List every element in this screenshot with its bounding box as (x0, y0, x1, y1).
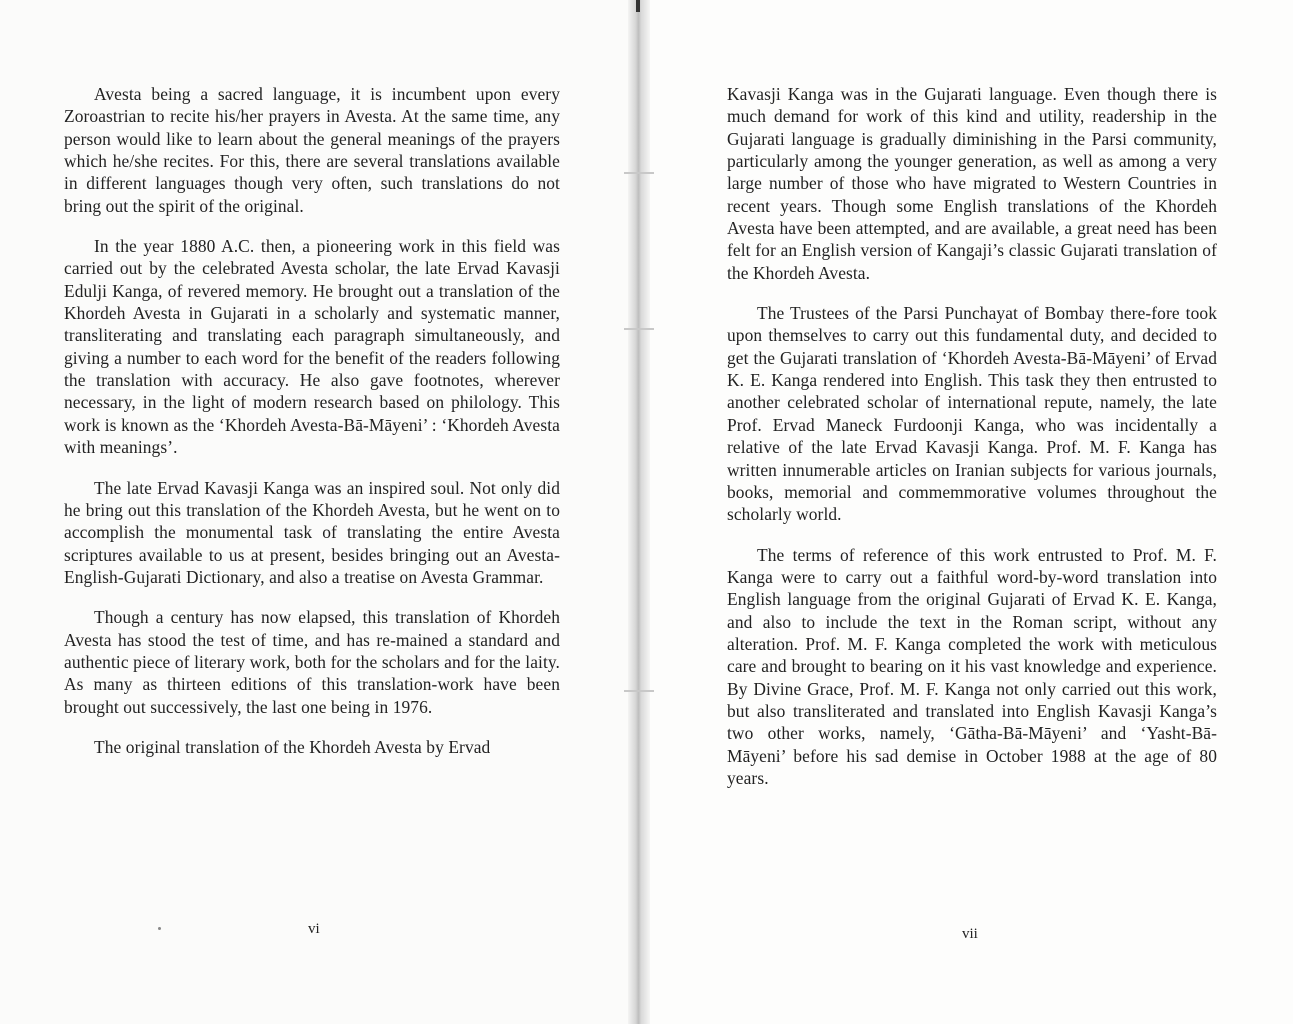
gutter-tick (624, 690, 654, 692)
paragraph: Though a century has now elapsed, this translation of Khordeh Avesta has stood the test of time, and has re-mained a standard and authentic piece of literary work, both for the scholars and for the laity. As many as thirteen editions of this translation-work have been brought out successively, the last one being in 1976. (64, 607, 560, 717)
paragraph: The original translation of the Khordeh Avesta by Ervad (94, 736, 491, 757)
gutter-tick (624, 172, 654, 174)
page-number-left: vi (308, 921, 320, 937)
page-number-right: vii (962, 926, 978, 942)
spine-mark (636, 0, 640, 12)
print-speck (158, 927, 161, 930)
gutter-tick (624, 328, 654, 330)
paragraph-continued: Kavasji Kanga was in the Gujarati language. Even though there is much demand for work of this kind and utility, readership in the Gujarati language is gradually diminishing in the Parsi community, particularly among the younger generation, as well as among a very large number of those who have migrated to Western Countries in recent years. Though some English translations of the Khordeh Avesta have been attempted, and are available, a great need has been felt for an English version of Kangaji’s classic Gujarati translation of the Khordeh Avesta. (727, 84, 1217, 283)
paragraph: Avesta being a sacred language, it is incumbent upon every Zoroastrian to recite his/her prayers in Avesta. At the same time, any person would like to learn about the general meanings of the prayers which he/she recites. For this, there are several translations available in different languages though very often, such translations do not bring out the spirit of the original. (64, 84, 560, 216)
paragraph: The late Ervad Kavasji Kanga was an inspired soul. Not only did he bring out this translation of the Khordeh Avesta, but he went on to accomplish the monumental task of translating the entire Avesta scriptures available to us at present, besides bringing out an Avesta-English-Gujarati Dictionary, and also a treatise on Avesta Grammar. (64, 477, 560, 587)
paragraph: In the year 1880 A.C. then, a pioneering work in this field was carried out by the celebrated Avesta scholar, the late Ervad Kavasji Edulji Kanga, of revered memory. He brought out a translation of the Khordeh Avesta in Gujarati in a scholarly and systematic manner, transliterating and translating each paragraph simultaneously, and giving a number to each word for the benefit of the readers following the translation with accuracy. He also gave footnotes, wherever necessary, in the light of modern research based on philology. This work is known as the ‘Khordeh Avesta-Bā-Māyeni’ : ‘Khordeh Avesta with meanings’. (64, 236, 560, 458)
book-gutter (628, 0, 650, 1024)
paragraph: The terms of reference of this work entrusted to Prof. M. F. Kanga were to carry out a faithful word-by-word translation into English language from the original Gujarati of Ervad K. E. Kanga, and also to include the text in the Roman script, without any alteration. Prof. M. F. Kanga completed the work with meticulous care and brought to bearing on it his vast knowledge and experience. By Divine Grace, Prof. M. F. Kanga not only carried out this work, but also transliterated and translated into English Kavasji Kanga’s two other works, namely, ‘Gātha-Bā-Māyeni’ and ‘Yasht-Bā-Māyeni’ before his sad demise in October 1988 at the age of 80 years. (727, 544, 1217, 788)
right-page-text (727, 83, 1217, 807)
left-page-text (64, 83, 560, 776)
paragraph: The Trustees of the Parsi Punchayat of Bombay there-fore took upon themselves to carry out this fundamental duty, and decided to get the Gujarati translation of ‘Khordeh Avesta-Bā-Māyeni’ of Ervad K. E. Kanga rendered into English. This task they then entrusted to another celebrated scholar of international repute, namely, the late Prof. Ervad Maneck Furdoonji Kanga, who was incidentally a relative of the late Ervad Kavasji Kanga. Prof. M. F. Kanga has written innumerable articles on Iranian subjects for various journals, books, memorial and commemmorative volumes throughout the scholarly world. (727, 303, 1217, 525)
